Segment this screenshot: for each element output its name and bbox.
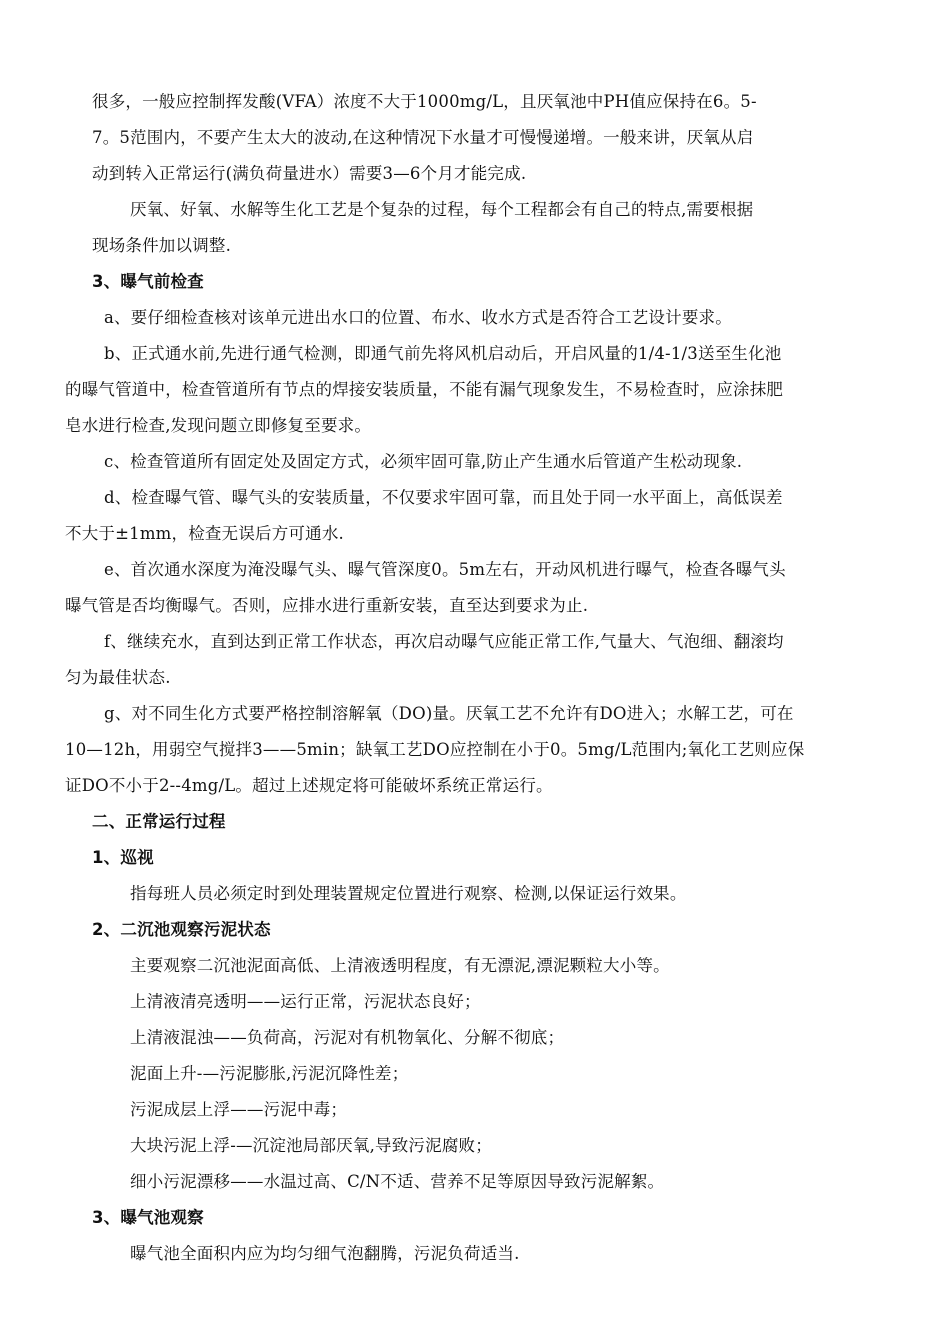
list-item: c、检查管道所有固定处及固定方式，必须牢固可靠,防止产生通水后管道产生松动现象. (104, 452, 743, 471)
paragraph-line: 匀为最佳状态. (65, 668, 171, 687)
paragraph-line: 皂水进行检查,发现问题立即修复至要求。 (65, 416, 372, 435)
list-item: b、正式通水前,先进行通气检测，即通气前先将风机启动后，开启风量的1/4-1/3送至生化池 (104, 344, 782, 363)
list-item: 上清液混浊——负荷高，污泥对有机物氧化、分解不彻底； (130, 1028, 565, 1047)
subsection-heading: 1、巡视 (92, 848, 154, 867)
paragraph-line: 很多，一般应控制挥发酸(VFA）浓度不大于1000mg/L，且厌氧池中PH值应保持在6。5- (92, 92, 757, 111)
paragraph-line: 曝气管是否均衡曝气。否则，应排水进行重新安装，直至达到要求为止. (65, 596, 589, 615)
list-item: 泥面上升-—污泥膨胀,污泥沉降性差； (130, 1064, 409, 1083)
paragraph-line: 指每班人员必须定时到处理装置规定位置进行观察、检测,以保证运行效果。 (130, 884, 687, 903)
paragraph-line: 10—12h，用弱空气搅拌3——5min；缺氧工艺DO应控制在小于0。5mg/L范围内;氧化工艺则应保 (65, 740, 805, 759)
paragraph-line: 7。5范围内，不要产生太大的波动,在这种情况下水量才可慢慢递增。一般来讲，厌氧从启 (92, 128, 754, 147)
list-item: 污泥成层上浮——污泥中毒； (130, 1100, 348, 1119)
paragraph-line: 曝气池全面积内应为均匀细气泡翻腾，污泥负荷适当. (130, 1244, 520, 1263)
paragraph-line: 现场条件加以调整. (92, 236, 232, 255)
paragraph-line: 动到转入正常运行(满负荷量进水）需要3—6个月才能完成. (92, 164, 527, 183)
list-item: 上清液清亮透明——运行正常，污泥状态良好； (130, 992, 481, 1011)
paragraph-line: 主要观察二沉池泥面高低、上清液透明程度，有无漂泥,漂泥颗粒大小等。 (130, 956, 670, 975)
list-item: 大块污泥上浮-—沉淀池局部厌氧,导致污泥腐败； (130, 1136, 492, 1155)
section-heading: 3、曝气前检查 (92, 272, 204, 291)
paragraph-line: 厌氧、好氧、水解等生化工艺是个复杂的过程，每个工程都会有自己的特点,需要根据 (130, 200, 754, 219)
subsection-heading: 3、曝气池观察 (92, 1208, 204, 1227)
list-item: 细小污泥漂移——水温过高、C/N不适、营养不足等原因导致污泥解絮。 (130, 1172, 665, 1191)
list-item: a、要仔细检查核对该单元进出水口的位置、布水、收水方式是否符合工艺设计要求。 (104, 308, 732, 327)
list-item: f、继续充水，直到达到正常工作状态，再次启动曝气应能正常工作,气量大、气泡细、翻滚均 (104, 632, 784, 651)
section-heading: 二、正常运行过程 (92, 812, 226, 831)
list-item: g、对不同生化方式要严格控制溶解氧（DO)量。厌氧工艺不允许有DO进入；水解工艺，可在 (104, 704, 794, 723)
paragraph-line: 证DO不小于2--4mg/L。超过上述规定将可能破坏系统正常运行。 (65, 776, 553, 795)
subsection-heading: 2、二沉池观察污泥状态 (92, 920, 271, 939)
paragraph-line: 的曝气管道中，检查管道所有节点的焊接安装质量，不能有漏气现象发生，不易检查时，应涂抹肥 (65, 380, 784, 399)
list-item: e、首次通水深度为淹没曝气头、曝气管深度0。5m左右，开动风机进行曝气，检查各曝气头 (104, 560, 786, 579)
list-item: d、检查曝气管、曝气头的安装质量，不仅要求牢固可靠，而且处于同一水平面上，高低误差 (104, 488, 783, 507)
paragraph-line: 不大于±1mm，检查无误后方可通水. (65, 524, 344, 543)
